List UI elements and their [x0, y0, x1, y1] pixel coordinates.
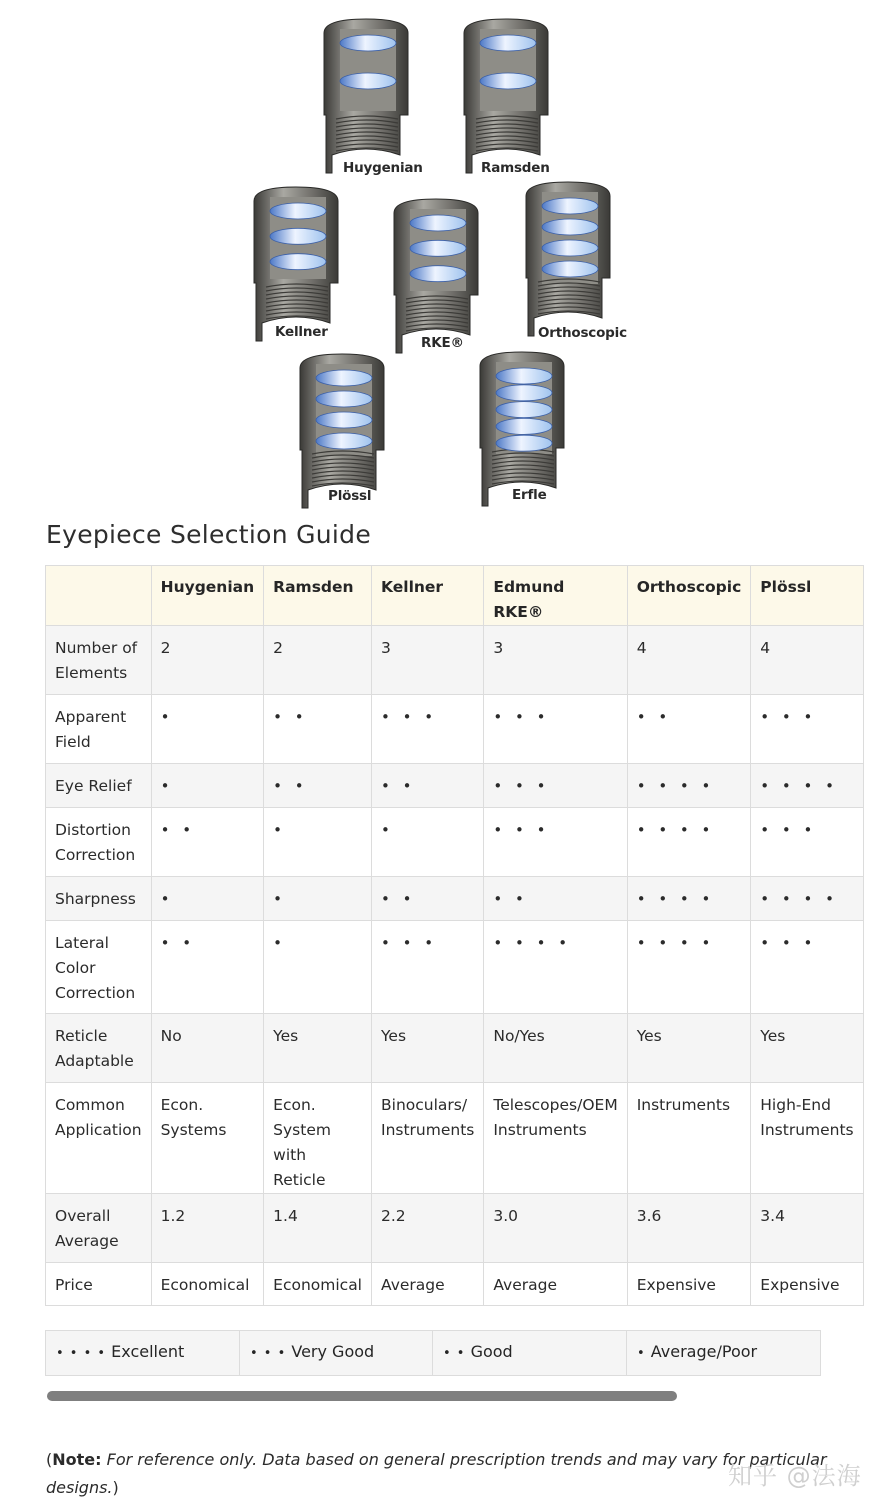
rating-dots-cell: • — [151, 695, 264, 764]
rating-dots-cell: • • • — [751, 695, 863, 764]
rating-dots-cell: • • — [151, 921, 264, 1014]
eyepiece-barrel-icon — [458, 15, 554, 165]
eyepiece-barrel-icon — [248, 183, 344, 333]
legend-item — [433, 1331, 627, 1376]
rating-legend — [45, 1330, 821, 1376]
note-open: ( — [46, 1450, 53, 1469]
rating-dots-cell: • • • — [751, 808, 863, 877]
legend-label: Very Good — [291, 1342, 375, 1361]
eyepiece-label: Ramsden — [481, 160, 550, 176]
table-cell: Expensive — [751, 1263, 863, 1306]
rating-dots-cell: • • — [372, 877, 484, 921]
row-label: Sharpness — [46, 877, 152, 921]
table-cell: Average — [484, 1263, 627, 1306]
table-cell: 2.2 — [372, 1194, 484, 1263]
table-cell: 2 — [151, 626, 264, 695]
column-header: Orthoscopic — [627, 566, 751, 626]
rating-dots-cell: • • • • — [627, 808, 751, 877]
note-close: ) — [112, 1478, 119, 1497]
column-header: Kellner — [372, 566, 484, 626]
note-text: For reference only. Data based on general prescription trends and may vary for particular designs. — [46, 1450, 827, 1497]
legend-dots: • • — [443, 1346, 466, 1361]
eyepiece-barrel-icon — [520, 178, 616, 328]
table-cell: Telescopes/OEM Instruments — [484, 1083, 627, 1194]
eyepiece-label: Orthoscopic — [538, 325, 627, 341]
table-cell: High-End Instruments — [751, 1083, 863, 1194]
watermark: 知乎 @法海 — [728, 1462, 862, 1490]
rating-dots-cell: • • • — [484, 764, 627, 808]
eyepiece-label: Plössl — [328, 488, 372, 504]
table-cell: 3.0 — [484, 1194, 627, 1263]
rating-dots-cell: • • • • — [627, 877, 751, 921]
eyepiece-label: Huygenian — [343, 160, 423, 176]
eyepiece-barrel-icon — [294, 350, 390, 500]
table-cell: 3 — [484, 626, 627, 695]
eyepiece-label: Kellner — [275, 324, 328, 340]
table-cell: 3 — [372, 626, 484, 695]
rating-dots-cell: • • • — [372, 695, 484, 764]
legend-dots: • • • — [250, 1346, 287, 1361]
table-cell: Binoculars/ Instruments — [372, 1083, 484, 1194]
legend-dots: • — [637, 1346, 646, 1361]
rating-dots-cell: • • — [627, 695, 751, 764]
table-scroll-container[interactable] — [45, 565, 854, 1294]
legend-item — [240, 1331, 433, 1376]
reference-note — [46, 1446, 836, 1502]
table-cell: Instruments — [627, 1083, 751, 1194]
table-row — [46, 764, 864, 808]
page-title: Eyepiece Selection Guide — [46, 520, 372, 549]
table-row — [46, 695, 864, 764]
rating-dots-cell: • — [264, 877, 372, 921]
rating-dots-cell: • • — [264, 764, 372, 808]
legend-dots: • • • • — [56, 1346, 107, 1361]
table-cell: Yes — [372, 1014, 484, 1083]
row-label: Apparent Field — [46, 695, 152, 764]
eyepiece-barrel-icon — [474, 348, 570, 498]
rating-dots-cell: • • • — [484, 808, 627, 877]
row-label: Eye Relief — [46, 764, 152, 808]
rating-dots-cell: • • • • — [751, 877, 863, 921]
horizontal-scrollbar-thumb[interactable] — [47, 1391, 677, 1401]
eyepiece-barrel-icon — [318, 15, 414, 165]
legend-label: Average/Poor — [650, 1342, 758, 1361]
note-label: Note: — [52, 1450, 102, 1469]
legend-scroll-container[interactable] — [45, 1330, 821, 1374]
row-label: Reticle Adaptable — [46, 1014, 152, 1083]
rating-dots-cell: • • • • — [627, 921, 751, 1014]
row-label: Price — [46, 1263, 152, 1306]
rating-dots-cell: • • — [372, 764, 484, 808]
column-header: Huygenian — [151, 566, 264, 626]
table-row — [46, 1194, 864, 1263]
table-cell: No/Yes — [484, 1014, 627, 1083]
rating-dots-cell: • — [151, 877, 264, 921]
rating-dots-cell: • • — [484, 877, 627, 921]
eyepiece-diagram — [230, 0, 650, 512]
table-cell: Yes — [751, 1014, 863, 1083]
rating-dots-cell: • • • • — [484, 921, 627, 1014]
table-header-row — [46, 566, 864, 626]
table-cell: Average — [372, 1263, 484, 1306]
row-label: Overall Average — [46, 1194, 152, 1263]
table-cell: 2 — [264, 626, 372, 695]
column-header: Plössl — [751, 566, 863, 626]
table-cell: Economical — [151, 1263, 264, 1306]
row-label: Distortion Correction — [46, 808, 152, 877]
row-label: Number of Elements — [46, 626, 152, 695]
rating-dots-cell: • — [264, 921, 372, 1014]
rating-dots-cell: • • — [151, 808, 264, 877]
table-cell: 3.6 — [627, 1194, 751, 1263]
legend-item — [627, 1331, 821, 1376]
rating-dots-cell: • — [264, 808, 372, 877]
eyepiece-table — [45, 565, 864, 1306]
table-cell: Yes — [627, 1014, 751, 1083]
legend-label: Good — [470, 1342, 513, 1361]
table-row — [46, 1263, 864, 1306]
eyepiece-label: RKE® — [421, 335, 464, 351]
column-header: Edmund RKE® — [484, 566, 627, 626]
rating-dots-cell: • • • • — [627, 764, 751, 808]
table-cell: Yes — [264, 1014, 372, 1083]
rating-dots-cell: • • — [264, 695, 372, 764]
header-corner-cell — [46, 566, 152, 626]
table-cell: Economical — [264, 1263, 372, 1306]
column-header: Ramsden — [264, 566, 372, 626]
rating-dots-cell: • • • — [372, 921, 484, 1014]
table-row — [46, 1014, 864, 1083]
table-cell: 3.4 — [751, 1194, 863, 1263]
table-cell: Expensive — [627, 1263, 751, 1306]
table-row — [46, 1083, 864, 1194]
table-cell: 1.4 — [264, 1194, 372, 1263]
rating-dots-cell: • • • — [751, 921, 863, 1014]
legend-row — [46, 1331, 821, 1376]
table-cell: 1.2 — [151, 1194, 264, 1263]
table-row — [46, 808, 864, 877]
table-row — [46, 626, 864, 695]
rating-dots-cell: • — [372, 808, 484, 877]
table-cell: No — [151, 1014, 264, 1083]
row-label: Lateral Color Correction — [46, 921, 152, 1014]
table-row — [46, 921, 864, 1014]
table-row — [46, 877, 864, 921]
row-label: Common Application — [46, 1083, 152, 1194]
rating-dots-cell: • • • — [484, 695, 627, 764]
table-cell: Econ. Systems — [151, 1083, 264, 1194]
table-cell: 4 — [751, 626, 863, 695]
table-cell: Econ. System with Reticle — [264, 1083, 372, 1194]
eyepiece-label: Erfle — [512, 487, 547, 503]
rating-dots-cell: • — [151, 764, 264, 808]
eyepiece-barrel-icon — [388, 195, 484, 345]
legend-item — [46, 1331, 240, 1376]
legend-label: Excellent — [111, 1342, 185, 1361]
rating-dots-cell: • • • • — [751, 764, 863, 808]
table-cell: 4 — [627, 626, 751, 695]
